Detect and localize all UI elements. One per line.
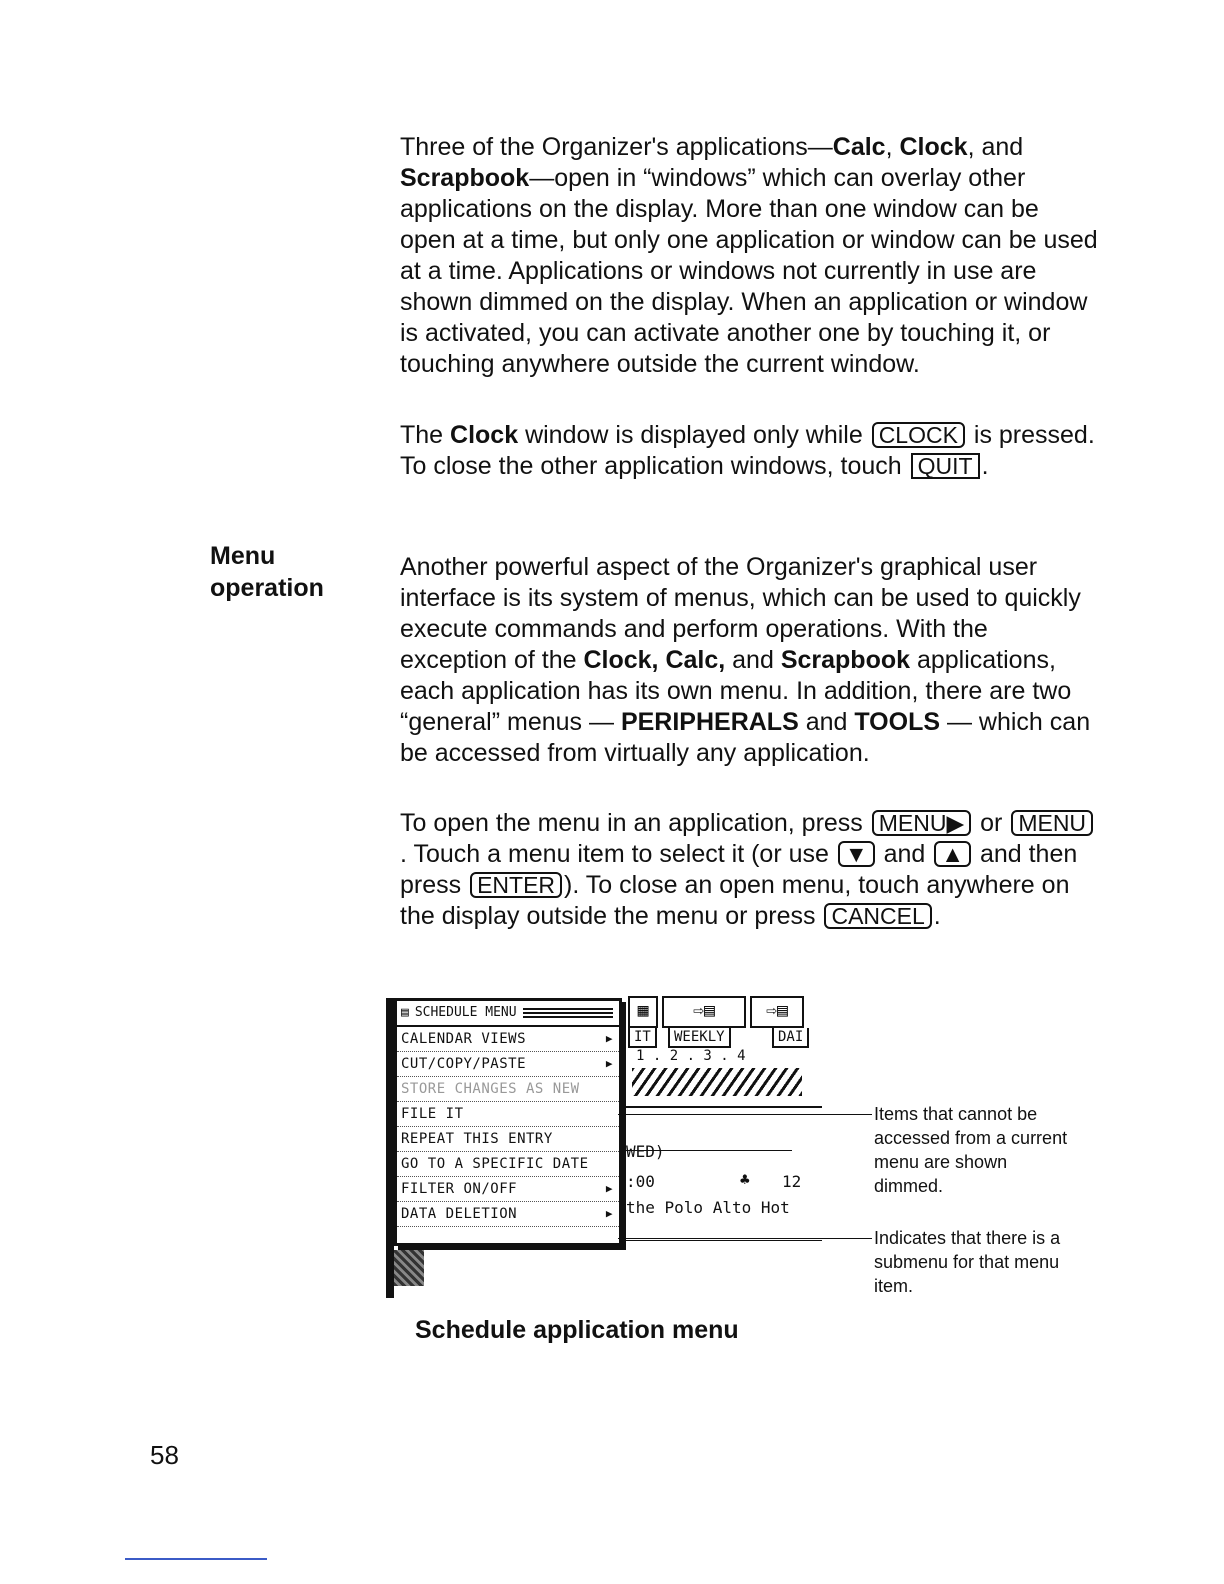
clock-key: CLOCK xyxy=(872,422,965,448)
menu-item[interactable] xyxy=(397,1027,619,1052)
time-label: :00 xyxy=(626,1172,655,1191)
text: window is displayed only while xyxy=(518,421,870,449)
menu-item-label: CUT/COPY/PASTE xyxy=(401,1056,527,1072)
text: or xyxy=(973,809,1010,837)
text: and xyxy=(876,840,933,868)
text: and xyxy=(798,708,855,736)
callout-line-dimmed xyxy=(618,1114,872,1115)
entry-text: the Polo Alto Hot xyxy=(626,1198,790,1217)
text: Three of the Organizer's applications— xyxy=(400,133,833,161)
menu-item-label: FILE IT xyxy=(401,1106,464,1122)
text: is pressed. To close the other application windows, touch xyxy=(400,421,1095,480)
bold-scrapbook: Scrapbook xyxy=(400,164,530,192)
text: . xyxy=(981,452,989,480)
screen-edge xyxy=(386,998,394,1298)
cancel-key: CANCEL xyxy=(824,903,931,929)
figure-caption: Schedule application menu xyxy=(415,1316,739,1344)
menu-item[interactable] xyxy=(397,1152,619,1177)
schedule-menu xyxy=(394,998,622,1246)
bold-clock: Clock xyxy=(899,133,968,161)
section-heading xyxy=(210,540,324,604)
text: and then press xyxy=(400,840,1078,899)
day-label: WED) xyxy=(626,1142,665,1161)
bold-text: PERIPHERALS xyxy=(620,708,799,736)
quit-key: QUIT xyxy=(911,453,980,479)
menu-item-label: REPEAT THIS ENTRY xyxy=(401,1131,553,1147)
menu-item xyxy=(397,1077,619,1102)
menu-title-bar xyxy=(397,1001,619,1027)
up-arrow-key: ▲ xyxy=(934,841,971,867)
open-menu-paragraph xyxy=(400,808,1100,932)
page-number: 58 xyxy=(150,1440,179,1470)
app-icon xyxy=(394,1250,424,1286)
calendar-icon: ▦ xyxy=(628,996,658,1028)
footer-rule xyxy=(125,1558,267,1560)
time-ruler: 1 . 2 . 3 . 4 xyxy=(636,1048,746,1064)
bold-text: Scrapbook xyxy=(780,646,911,674)
tab-daily: DAI xyxy=(772,1028,809,1048)
menu-title: SCHEDULE MENU xyxy=(414,1005,517,1020)
heading-line-2: operation xyxy=(210,574,324,602)
weekly-view-icon: ⇨▤ xyxy=(662,996,746,1028)
submenu-arrow-icon: ▶ xyxy=(605,1032,613,1045)
menu-item[interactable] xyxy=(397,1202,619,1227)
heading-line-1: Menu xyxy=(210,542,276,570)
tab-it: IT xyxy=(628,1028,657,1048)
title-stripes xyxy=(523,1008,613,1018)
menu-paragraph xyxy=(400,552,1100,769)
clock-paragraph xyxy=(400,420,1100,482)
text: — which can be accessed from virtually any application. xyxy=(400,708,1091,767)
menu-item[interactable] xyxy=(397,1052,619,1077)
text: The xyxy=(400,421,451,449)
alarm-icon: ♣ xyxy=(740,1170,750,1189)
bold-text: Clock, Calc, xyxy=(583,646,726,674)
divider-line xyxy=(622,1240,822,1241)
menu-item-label: STORE CHANGES AS NEW xyxy=(401,1081,580,1097)
schedule-menu-screenshot xyxy=(386,988,826,1298)
hour-label: 12 xyxy=(782,1172,802,1191)
divider-line xyxy=(622,1106,822,1108)
text: ). To close an open menu, touch anywhere on the display outside the menu or press xyxy=(400,871,1070,930)
bold-clock: Clock xyxy=(450,421,519,449)
submenu-arrow-icon: ▶ xyxy=(605,1207,613,1220)
callout-dimmed: Items that cannot be accessed from a current menu are shown dimmed. xyxy=(874,1104,1068,1196)
menu-icon: ▤ xyxy=(401,1005,409,1020)
menu-items xyxy=(397,1027,619,1227)
callout-line-submenu xyxy=(618,1238,872,1239)
bold-text: TOOLS xyxy=(854,708,941,736)
submenu-arrow-icon: ▶ xyxy=(605,1057,613,1070)
text: . Touch a menu item to select it (or use xyxy=(400,840,836,868)
hatched-timebar xyxy=(632,1068,802,1096)
menu-arrow-key: MENU▶ xyxy=(872,810,971,836)
menu-item-label: DATA DELETION xyxy=(401,1206,518,1222)
tab-weekly: WEEKLY xyxy=(668,1028,731,1048)
text: Another powerful aspect of the Organizer's graphical user interface is its system of menus, which can be used to quickly execute commands and perform operations. With the exception of the xyxy=(400,553,1081,674)
menu-key: MENU xyxy=(1011,810,1093,836)
daily-view-icon: ⇨▤ xyxy=(750,996,804,1028)
menu-item-label: FILTER ON/OFF xyxy=(401,1181,518,1197)
text: and xyxy=(725,646,781,674)
text: . xyxy=(933,902,941,930)
text: , and xyxy=(967,133,1024,161)
intro-paragraph xyxy=(400,132,1100,380)
callout-submenu: Indicates that there is a submenu for that menu item. xyxy=(874,1228,1061,1296)
enter-key: ENTER xyxy=(470,872,562,898)
text: applications, each application has its own menu. In addition, there are two “general” menus — xyxy=(400,646,1072,736)
menu-item-label: CALENDAR VIEWS xyxy=(401,1031,527,1047)
text: , xyxy=(885,133,900,161)
menu-item-label: GO TO A SPECIFIC DATE xyxy=(401,1156,589,1172)
submenu-arrow-icon: ▶ xyxy=(605,1182,613,1195)
menu-item[interactable] xyxy=(397,1127,619,1152)
text: To open the menu in an application, press xyxy=(400,809,870,837)
background-schedule-app xyxy=(622,988,822,1258)
menu-item[interactable] xyxy=(397,1177,619,1202)
down-arrow-key: ▼ xyxy=(838,841,875,867)
menu-item[interactable] xyxy=(397,1102,619,1127)
bold-calc: Calc xyxy=(832,133,886,161)
text: —open in “windows” which can overlay other applications on the display. More than one window can be open at a time, but only one application or window can be used at a time. Applications or windows not currently in use are shown dimmed on the display. When an application or window is activated, you can activate another one by touching it, or touching anywhere outside the current window. xyxy=(400,164,1098,378)
